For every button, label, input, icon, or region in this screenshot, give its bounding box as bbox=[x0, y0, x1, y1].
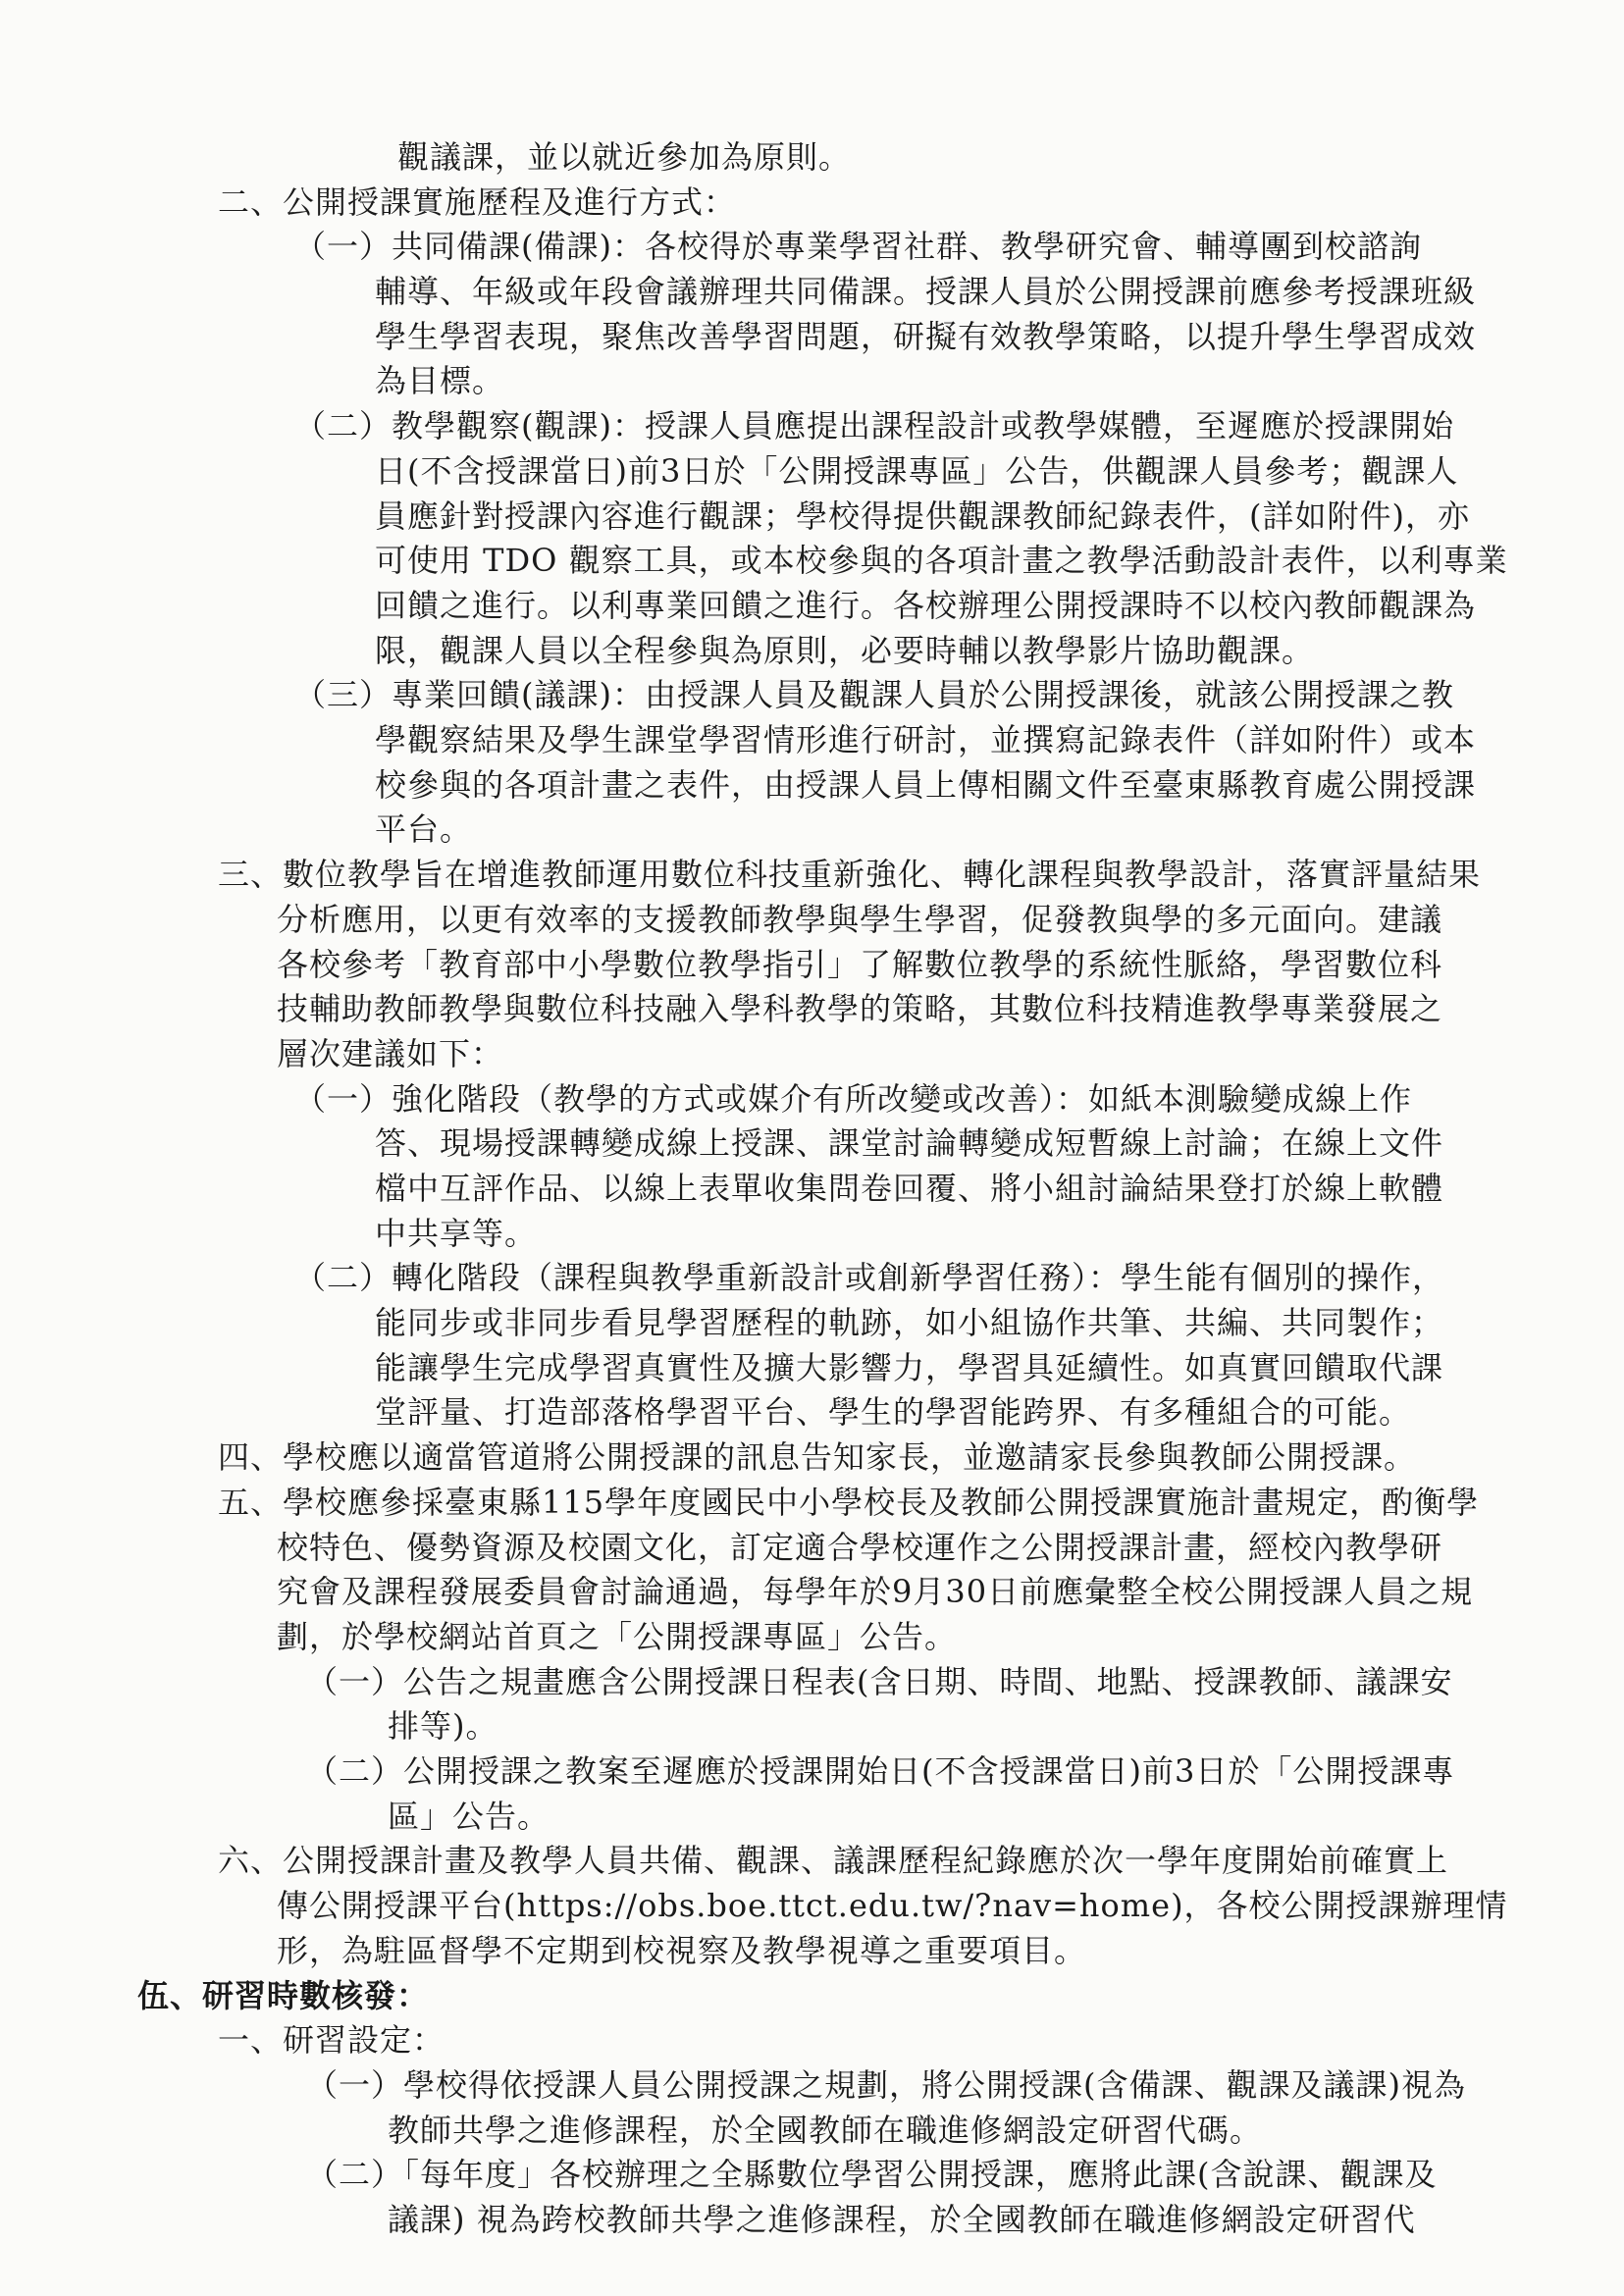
section-heading: 二、公開授課實施歷程及進行方式： bbox=[218, 183, 737, 221]
text-line: 排等)。 bbox=[388, 1707, 498, 1746]
text-line: 學觀察結果及學生課堂學習情形進行研討，並撰寫記錄表件（詳如附件）或本 bbox=[375, 721, 1477, 759]
text-line: 劃，於學校網站首頁之「公開授課專區」公告。 bbox=[277, 1617, 958, 1655]
text-line: 日(不含授課當日)前3日於「公開授課專區」公告，供觀課人員參考；觀課人 bbox=[375, 451, 1459, 490]
text-line: 究會及課程發展委員會討論通過，每學年於9月30日前應彙整全校公開授課人員之規 bbox=[277, 1573, 1474, 1611]
text-line: 各校參考「教育部中小學數位教學指引」了解數位教學的系統性脈絡，學習數位科 bbox=[277, 945, 1443, 983]
chapter-heading: 伍、研習時數核發： bbox=[137, 1976, 430, 2014]
text-line: 層次建議如下： bbox=[277, 1034, 504, 1072]
text-line: 堂評量、打造部落格學習平台、學生的學習能跨界、有多種組合的可能。 bbox=[375, 1393, 1412, 1432]
text-line: 學生學習表現，聚焦改善學習問題，研擬有效教學策略，以提升學生學習成效 bbox=[375, 317, 1477, 355]
text-line: （二）轉化階段（課程與教學重新設計或創新學習任務）：學生能有個別的操作， bbox=[294, 1259, 1445, 1297]
section-heading: 四、學校應以適當管道將公開授課的訊息告知家長，並邀請家長參與教師公開授課。 bbox=[218, 1438, 1417, 1477]
text-line: 限，觀課人員以全程參與為原則，必要時輔以教學影片協助觀課。 bbox=[375, 631, 1315, 669]
text-line: （二）「每年度」各校辦理之全縣數位學習公開授課，應將此課(含說課、觀課及 bbox=[306, 2156, 1438, 2194]
text-line: 教師共學之進修課程，於全國教師在職進修網設定研習代碼。 bbox=[388, 2111, 1263, 2149]
text-line: 能讓學生完成學習真實性及擴大影響力，學習具延續性。如真實回饋取代課 bbox=[375, 1348, 1444, 1386]
text-line: 答、現場授課轉變成線上授課、課堂討論轉變成短暫線上討論；在線上文件 bbox=[375, 1124, 1444, 1163]
text-line: 平台。 bbox=[375, 810, 473, 849]
section-heading: 五、學校應參採臺東縣115學年度國民中小學校長及教師公開授課實施計畫規定，酌衡學 bbox=[218, 1483, 1480, 1521]
text-line: （二）教學觀察(觀課)：授課人員應提出課程設計或教學媒體，至遲應於授課開始 bbox=[294, 407, 1454, 445]
text-line: 輔導、年級或年段會議辦理共同備課。授課人員於公開授課前應參考授課班級 bbox=[375, 273, 1477, 311]
text-line: 分析應用，以更有效率的支援教師教學與學生學習，促發教與學的多元面向。建議 bbox=[277, 900, 1443, 938]
text-line: （三）專業回饋(議課)：由授課人員及觀課人員於公開授課後，就該公開授課之教 bbox=[294, 676, 1454, 714]
text-line: 技輔助教師教學與數位科技融入學科教學的策略，其數位科技精進教學專業發展之 bbox=[277, 990, 1443, 1028]
text-line: 區」公告。 bbox=[388, 1797, 550, 1835]
text-line: 檔中互評作品、以線上表單收集問卷回覆、將小組討論結果登打於線上軟體 bbox=[375, 1170, 1444, 1207]
text-line: （一）強化階段（教學的方式或媒介有所改變或改善）：如紙本測驗變成線上作 bbox=[294, 1079, 1413, 1118]
text-line: （一）共同備課(備課)：各校得於專業學習社群、教學研究會、輔導團到校諮詢 bbox=[294, 228, 1422, 266]
section-heading: 三、數位教學旨在增進教師運用數位科技重新強化、轉化課程與教學設計，落實評量結果 bbox=[218, 856, 1482, 894]
text-line: 校特色、優勢資源及校園文化，訂定適合學校運作之公開授課計畫，經校內教學研 bbox=[277, 1528, 1443, 1566]
text-line: 可使用 TDO 觀察工具，或本校參與的各項計畫之教學活動設計表件，以利專業 bbox=[375, 542, 1508, 580]
text-line: 議課) 視為跨校教師共學之進修課程，於全國教師在職進修網設定研習代 bbox=[388, 2201, 1416, 2238]
subsection-heading: 一、研習設定： bbox=[218, 2021, 445, 2060]
text-line: 校參與的各項計畫之表件，由授課人員上傳相關文件至臺東縣教育處公開授課 bbox=[375, 765, 1477, 804]
text-line: 回饋之進行。以利專業回饋之進行。各校辦理公開授課時不以校內教師觀課為 bbox=[375, 586, 1477, 624]
text-line: （二）公開授課之教案至遲應於授課開始日(不含授課當日)前3日於「公開授課專 bbox=[306, 1752, 1455, 1791]
text-line: （一）公告之規畫應含公開授課日程表(含日期、時間、地點、授課教師、議課安 bbox=[306, 1662, 1453, 1700]
text-line: （一）學校得依授課人員公開授課之規劃，將公開授課(含備課、觀課及議課)視為 bbox=[306, 2065, 1466, 2104]
section-heading: 六、公開授課計畫及教學人員共備、觀課、議課歷程紀錄應於次一學年度開始前確實上 bbox=[218, 1842, 1449, 1880]
text-line: 能同步或非同步看見學習歷程的軌跡，如小組協作共筆、共編、共同製作； bbox=[375, 1304, 1444, 1342]
text-line: 傳公開授課平台(https://obs.boe.ttct.edu.tw/?nav=home)，各校公開授課辦理情 bbox=[277, 1887, 1508, 1925]
text-line: 形，為駐區督學不定期到校視察及教學視導之重要項目。 bbox=[277, 1931, 1087, 1969]
text-line: 觀議課，並以就近參加為原則。 bbox=[397, 138, 852, 176]
text-line: 為目標。 bbox=[375, 362, 505, 400]
text-line: 員應針對授課內容進行觀課；學校得提供觀課教師紀錄表件，(詳如附件)，亦 bbox=[375, 496, 1470, 535]
text-line: 中共享等。 bbox=[375, 1214, 538, 1252]
